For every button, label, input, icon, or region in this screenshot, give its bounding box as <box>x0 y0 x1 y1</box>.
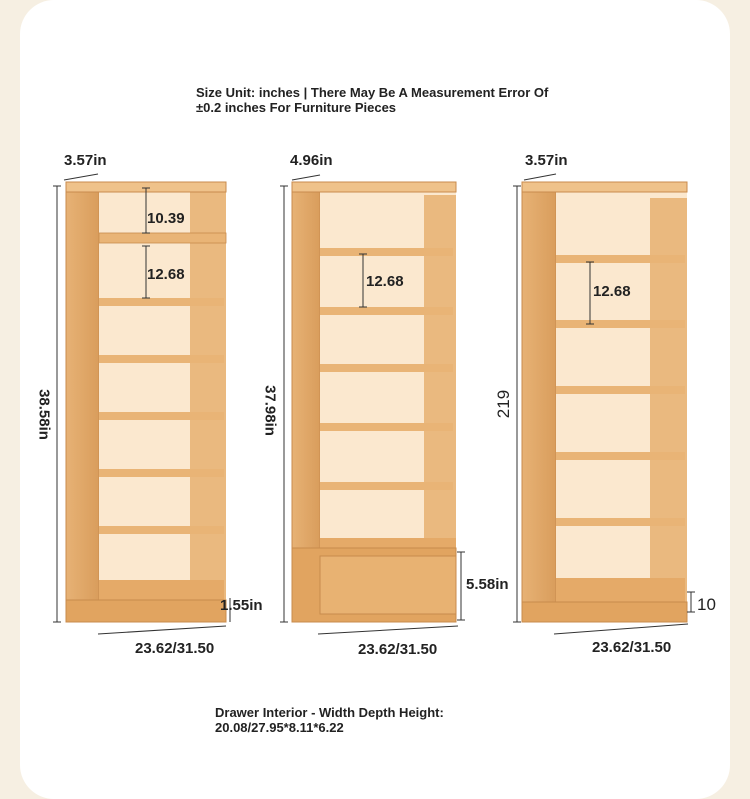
drawer-interior-note <box>215 705 444 735</box>
shelf1-top-gap-label: 10.39 <box>147 210 185 227</box>
shelf1-width-label: 23.62/31.50 <box>135 640 215 657</box>
shelf1-base-label: 1.55in <box>220 597 263 614</box>
shelf2-shelf-gap-label: 12.68 <box>366 273 404 290</box>
shelf3-shelf-gap-label: 12.68 <box>593 283 631 300</box>
shelf3-width-label: 23.62/31.50 <box>592 639 672 656</box>
bookshelf-3 <box>522 182 687 622</box>
shelf3-height-label: 219 <box>494 389 513 419</box>
drawer-note-line-2: 20.08/27.95*8.11*6.22 <box>215 720 344 735</box>
shelf1-depth-label: 3.57in <box>64 152 107 169</box>
drawer-note-line-1: Drawer Interior - Width Depth Height: <box>215 705 444 720</box>
shelf2-drawer-height-label: 5.58in <box>466 576 509 593</box>
shelf1-height-label: 38.58in <box>35 389 53 440</box>
shelf3-base-label: 10 <box>697 595 716 614</box>
size-unit-line-2: ±0.2 inches For Furniture Pieces <box>196 100 397 115</box>
shelf1-shelf-gap-label: 12.68 <box>147 266 185 283</box>
shelf3-depth-label: 3.57in <box>525 152 568 169</box>
bookshelf-2 <box>292 182 456 622</box>
size-unit-line-1: Size Unit: inches | There May Be A Measurement Error Of <box>196 85 549 100</box>
shelf2-depth-label: 4.96in <box>290 152 333 169</box>
shelf2-height-label: 37.98in <box>261 385 279 436</box>
shelf2-width-label: 23.62/31.50 <box>358 641 438 658</box>
